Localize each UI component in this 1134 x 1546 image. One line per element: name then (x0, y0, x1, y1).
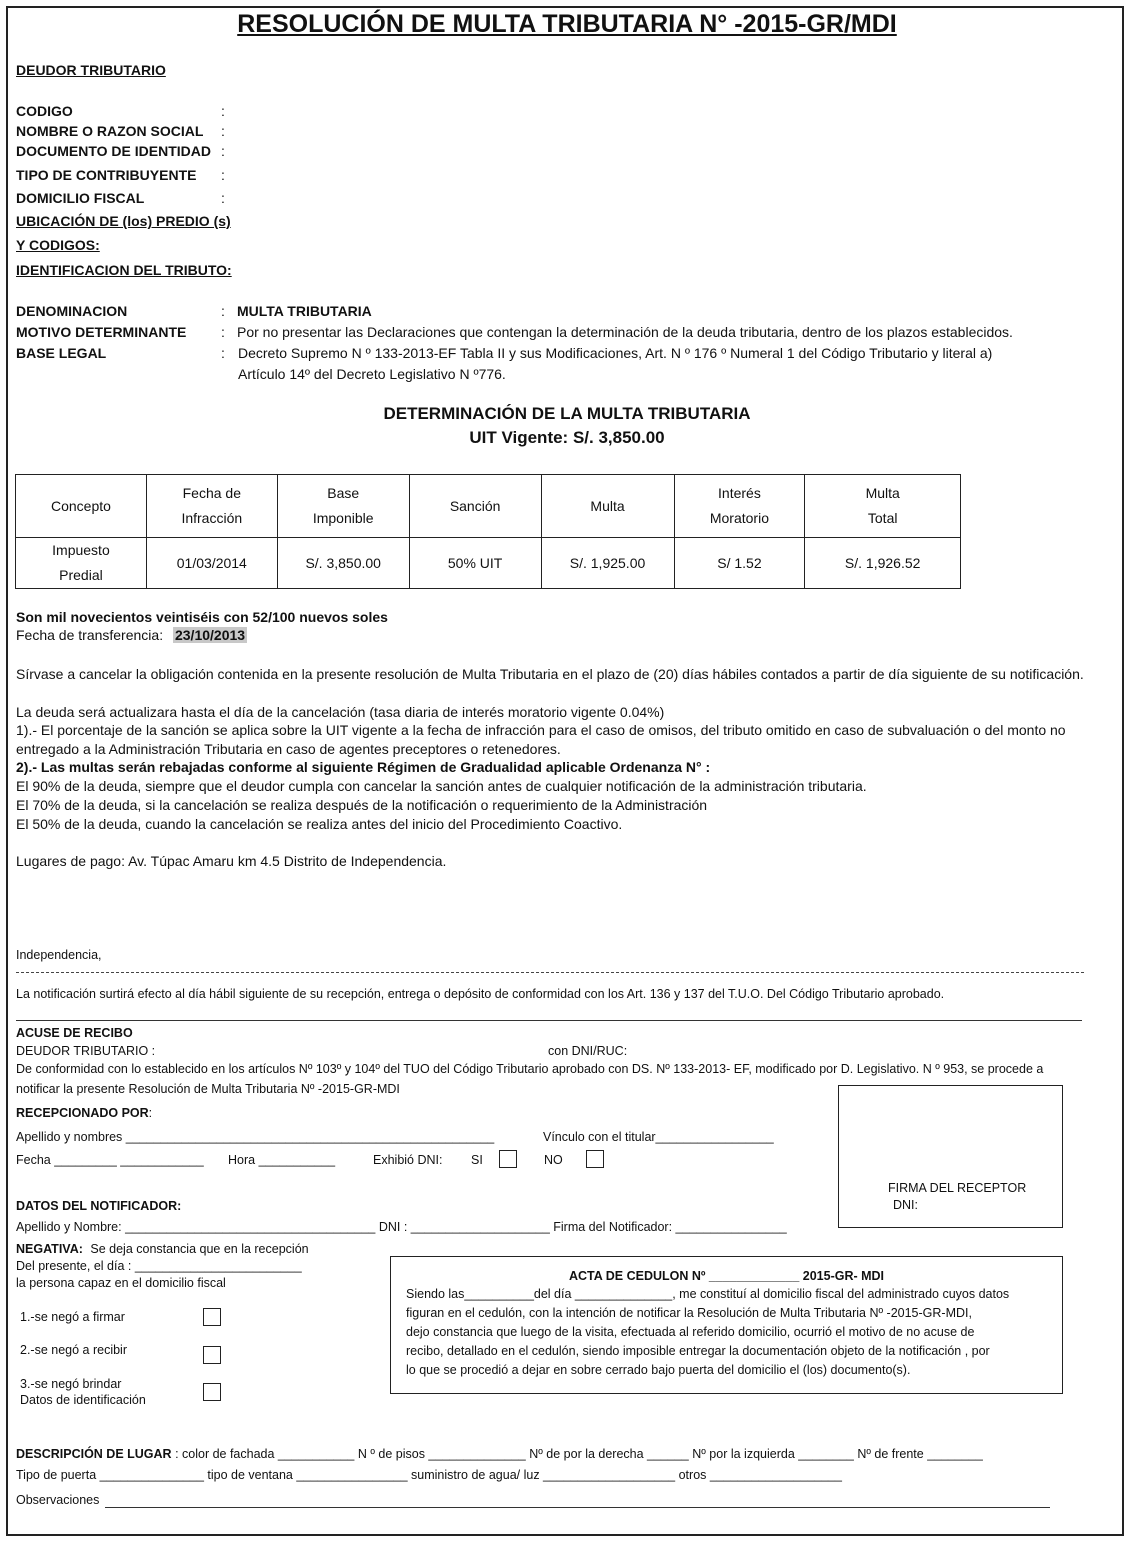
paragraph-90: El 90% de la deuda, siempre que el deudor cumpla con cancelar la sanción antes de cualquier notificación de la administración tributaria. (16, 778, 867, 794)
header-text: Sanción (449, 497, 501, 514)
negativa-persona: la persona capaz en el domicilio fiscal (16, 1276, 226, 1290)
negativa-checkbox-3[interactable] (203, 1383, 221, 1401)
table-cell (541, 538, 674, 589)
header-cell (805, 475, 961, 538)
acta-line: recibo, detallado en el cedulón, siendo imposible entregar la documentación objeto de la notificación , por (406, 1344, 990, 1358)
cell-text: Impuesto (52, 542, 110, 558)
label-motivo: MOTIVO DETERMINANTE (16, 324, 187, 340)
header-text: Moratorio (709, 510, 769, 526)
table-cell (146, 538, 277, 589)
table-cell (16, 538, 147, 589)
observaciones-label: Observaciones (16, 1493, 100, 1507)
acta-line: figuran en el cedulón, con la intención de notificar la Resolución de Multa Tributaria Nº -2015-GR-MDI, (406, 1306, 972, 1320)
label-codigos: Y CODIGOS: (16, 237, 100, 253)
value-motivo: Por no presentar las Declaraciones que contengan la determinación de la deuda tributaria, dentro de los plazos establecidos. (237, 324, 1013, 340)
colon: : (221, 143, 225, 159)
colon: : (148, 1106, 153, 1120)
transferencia-label: Fecha de transferencia: (16, 627, 164, 643)
negativa-checkbox-1[interactable] (203, 1308, 221, 1326)
paragraph-porcentaje: 1).- El porcentaje de la sanción se aplica sobre la UIT vigente a la fecha de infracción para el caso de omisos, del tributo omitido en caso de subvaluación o del monto no entregado a la Administración Tributaria en caso de agentes preceptores o retenedores. (16, 722, 1066, 757)
determinacion-heading: DETERMINACIÓN DE LA MULTA TRIBUTARIA (383, 404, 751, 423)
colon: : (221, 345, 225, 361)
header-text: Imponible (312, 510, 374, 526)
acta-heading: ACTA DE CEDULON Nº _____________ 2015-GR- MDI (568, 1269, 885, 1283)
header-cell (409, 475, 541, 538)
label-nombre: NOMBRE O RAZON SOCIAL (16, 123, 204, 139)
negativa-item-3: 3.-se negó brindar (20, 1377, 122, 1391)
negativa-fecha[interactable]: Del presente, el día : ________________________ (16, 1259, 302, 1273)
paragraph-gradualidad: 2).- Las multas serán rebajadas conforme al siguiente Régimen de Gradualidad aplicable Ordenanza N° : (16, 759, 711, 775)
lugares-pago: Lugares de pago: Av. Túpac Amaru km 4.5 Distrito de Independencia. (16, 853, 447, 869)
label-documento: DOCUMENTO DE IDENTIDAD (16, 143, 211, 159)
firma-receptor-box[interactable] (838, 1085, 1063, 1228)
label-base-legal: BASE LEGAL (16, 345, 107, 361)
page-title: RESOLUCIÓN DE MULTA TRIBUTARIA N° -2015-GR/MDI (237, 10, 897, 38)
si-checkbox[interactable] (499, 1150, 517, 1168)
header-text: Multa (590, 497, 625, 514)
recepcionado-heading: RECEPCIONADO POR (16, 1106, 149, 1120)
notificador-line[interactable]: Apellido y Nombre: ____________________________________ DNI : ____________________ Firma del Notificador: ________________ (16, 1220, 787, 1234)
si-label: SI (471, 1153, 483, 1167)
negativa-item-3b: Datos de identificación (20, 1393, 146, 1407)
cell-text: 01/03/2014 (176, 554, 247, 571)
header-text: Interés (718, 485, 761, 501)
acta-line: Siendo las__________del día ______________, me constituí al domicilio fiscal del administrado cuyos datos (406, 1287, 1010, 1301)
notificador-heading: DATOS DEL NOTIFICADOR: (16, 1199, 182, 1213)
table-cell (409, 538, 541, 589)
table-cell (277, 538, 409, 589)
acuse-heading: ACUSE DE RECIBO (16, 1026, 133, 1040)
transferencia-row (16, 627, 247, 643)
recepcionado-row (16, 1106, 152, 1120)
vinculo-field[interactable]: Vínculo con el titular_________________ (543, 1130, 774, 1144)
hora-field[interactable]: Hora ___________ (228, 1153, 336, 1167)
acuse-line1: De conformidad con lo establecido en los artículos Nº 103º y 104º del TUO del Código Tributario aprobado con DS. Nº 133-2013- EF, modificado por D. Legislativo. N º 953, se procede a (16, 1062, 1044, 1076)
header-cell (16, 475, 147, 538)
cell-text: 50% UIT (447, 554, 503, 571)
value-base-legal-2: Artículo 14º del Decreto Legislativo N º776. (238, 366, 506, 382)
paragraph-70: El 70% de la deuda, si la cancelación se realiza después de la notificación o requerimiento de la Administración (16, 797, 708, 813)
header-cell (541, 475, 674, 538)
value-denominacion: MULTA TRIBUTARIA (237, 303, 372, 319)
no-checkbox[interactable] (586, 1150, 604, 1168)
cut-line (16, 972, 1084, 973)
colon: : (221, 324, 225, 340)
colon: : (221, 190, 225, 206)
negativa-row (16, 1242, 309, 1256)
table-row (16, 538, 961, 589)
header-text: Total (867, 510, 898, 526)
independencia: Independencia, (16, 948, 102, 962)
label-tipo: TIPO DE CONTRIBUYENTE (16, 167, 197, 183)
uit-vigente: UIT Vigente: S/. 3,850.00 (469, 428, 665, 447)
exhibio-label: Exhibió DNI: (373, 1153, 443, 1167)
paragraph-plazo: Sírvase a cancelar la obligación contenida en la presente resolución de Multa Tributaria en el plazo de (20) días hábiles contados a partir de día siguiente de su notificación. (16, 666, 1084, 682)
firma-dni-label: DNI: (893, 1198, 918, 1212)
lugar-row[interactable] (16, 1447, 983, 1461)
section-deudor: DEUDOR TRIBUTARIO (16, 62, 166, 78)
colon: : (221, 167, 225, 183)
lugar-line2[interactable]: Tipo de puerta _______________ tipo de ventana ________________ suministro de agua/ luz ___________________ otros ___________________ (16, 1468, 842, 1482)
paragraph-50: El 50% de la deuda, cuando la cancelación se realiza antes del inicio del Procedimiento Coactivo. (16, 816, 623, 832)
divider (16, 1020, 1082, 1021)
transferencia-value: 23/10/2013 (174, 627, 246, 643)
cell-text: S/ 1.52 (717, 554, 762, 571)
acta-line: lo que se procedió a dejar en sobre cerrado bajo puerta del domicilio el (los) documento(s). (406, 1363, 911, 1377)
cell-text: S/. 1,925.00 (569, 554, 646, 571)
lugar-line1: : color de fachada ___________ N º de pisos ______________ Nº de por la derecha ______ Nº por la izquierda ________ Nº de frente ________ (175, 1447, 983, 1461)
cell-text: S/. 3,850.00 (305, 554, 381, 571)
fecha-field[interactable]: Fecha _________ ____________ (16, 1153, 204, 1167)
label-identificacion: IDENTIFICACION DEL TRIBUTO: (16, 262, 232, 278)
negativa-heading: NEGATIVA: (16, 1242, 83, 1256)
multa-table (15, 474, 961, 589)
header-text: Multa (865, 485, 900, 501)
colon: : (221, 303, 225, 319)
observaciones-line[interactable] (105, 1507, 1050, 1508)
negativa-checkbox-2[interactable] (203, 1346, 221, 1364)
table-cell (805, 538, 961, 589)
header-cell (674, 475, 805, 538)
firma-receptor-label: FIRMA DEL RECEPTOR (888, 1181, 1027, 1195)
table-cell (674, 538, 805, 589)
table-header-row (16, 475, 961, 538)
header-text: Concepto (50, 497, 111, 514)
acuse-dni: con DNI/RUC: (548, 1044, 628, 1058)
apellido-field[interactable]: Apellido y nombres _____________________________________________________ (16, 1130, 495, 1144)
colon: : (221, 123, 225, 139)
negativa-item-2: 2.-se negó a recibir (20, 1343, 128, 1357)
colon: : (221, 103, 225, 119)
label-domicilio: DOMICILIO FISCAL (16, 190, 145, 206)
cell-text: Predial (59, 567, 103, 583)
value-base-legal: Decreto Supremo N º 133-2013-EF Tabla II y sus Modificaciones, Art. N º 176 º Numeral 1 del Código Tributario y literal a) (238, 345, 993, 361)
acuse-line2: notificar la presente Resolución de Multa Tributaria Nº -2015-GR-MDI (16, 1082, 400, 1096)
lugar-heading: DESCRIPCIÓN DE LUGAR (16, 1447, 172, 1461)
header-text: Fecha de (182, 485, 241, 501)
header-text: Base (327, 485, 360, 501)
notificacion-efecto: La notificación surtirá efecto al día hábil siguiente de su recepción, entrega o depósito de conformidad con los Art. 136 y 137 del T.U.O. Del Código Tributario aprobado. (16, 987, 945, 1001)
negativa-item-1: 1.-se negó a firmar (20, 1310, 125, 1324)
no-label: NO (544, 1153, 563, 1167)
header-text: Infracción (181, 510, 243, 526)
acta-line: dejo constancia que luego de la visita, efectuada al referido domicilio, ocurrió el motivo de no acuse de (406, 1325, 975, 1339)
label-codigo: CODIGO (16, 103, 73, 119)
header-cell (277, 475, 409, 538)
label-denominacion: DENOMINACION (16, 303, 128, 319)
paragraph-deuda: La deuda será actualizara hasta el día de la cancelación (tasa diaria de interés moratorio vigente 0.04%) (16, 704, 665, 720)
header-cell (146, 475, 277, 538)
negativa-text: Se deja constancia que en la recepción (90, 1242, 309, 1256)
acuse-deudor: DEUDOR TRIBUTARIO : (16, 1044, 156, 1058)
cell-text: S/. 1,926.52 (844, 554, 921, 571)
label-ubicacion: UBICACIÓN DE (los) PREDIO (s) (16, 213, 231, 229)
monto-letras: Son mil novecientos veintiséis con 52/100 nuevos soles (16, 609, 388, 625)
